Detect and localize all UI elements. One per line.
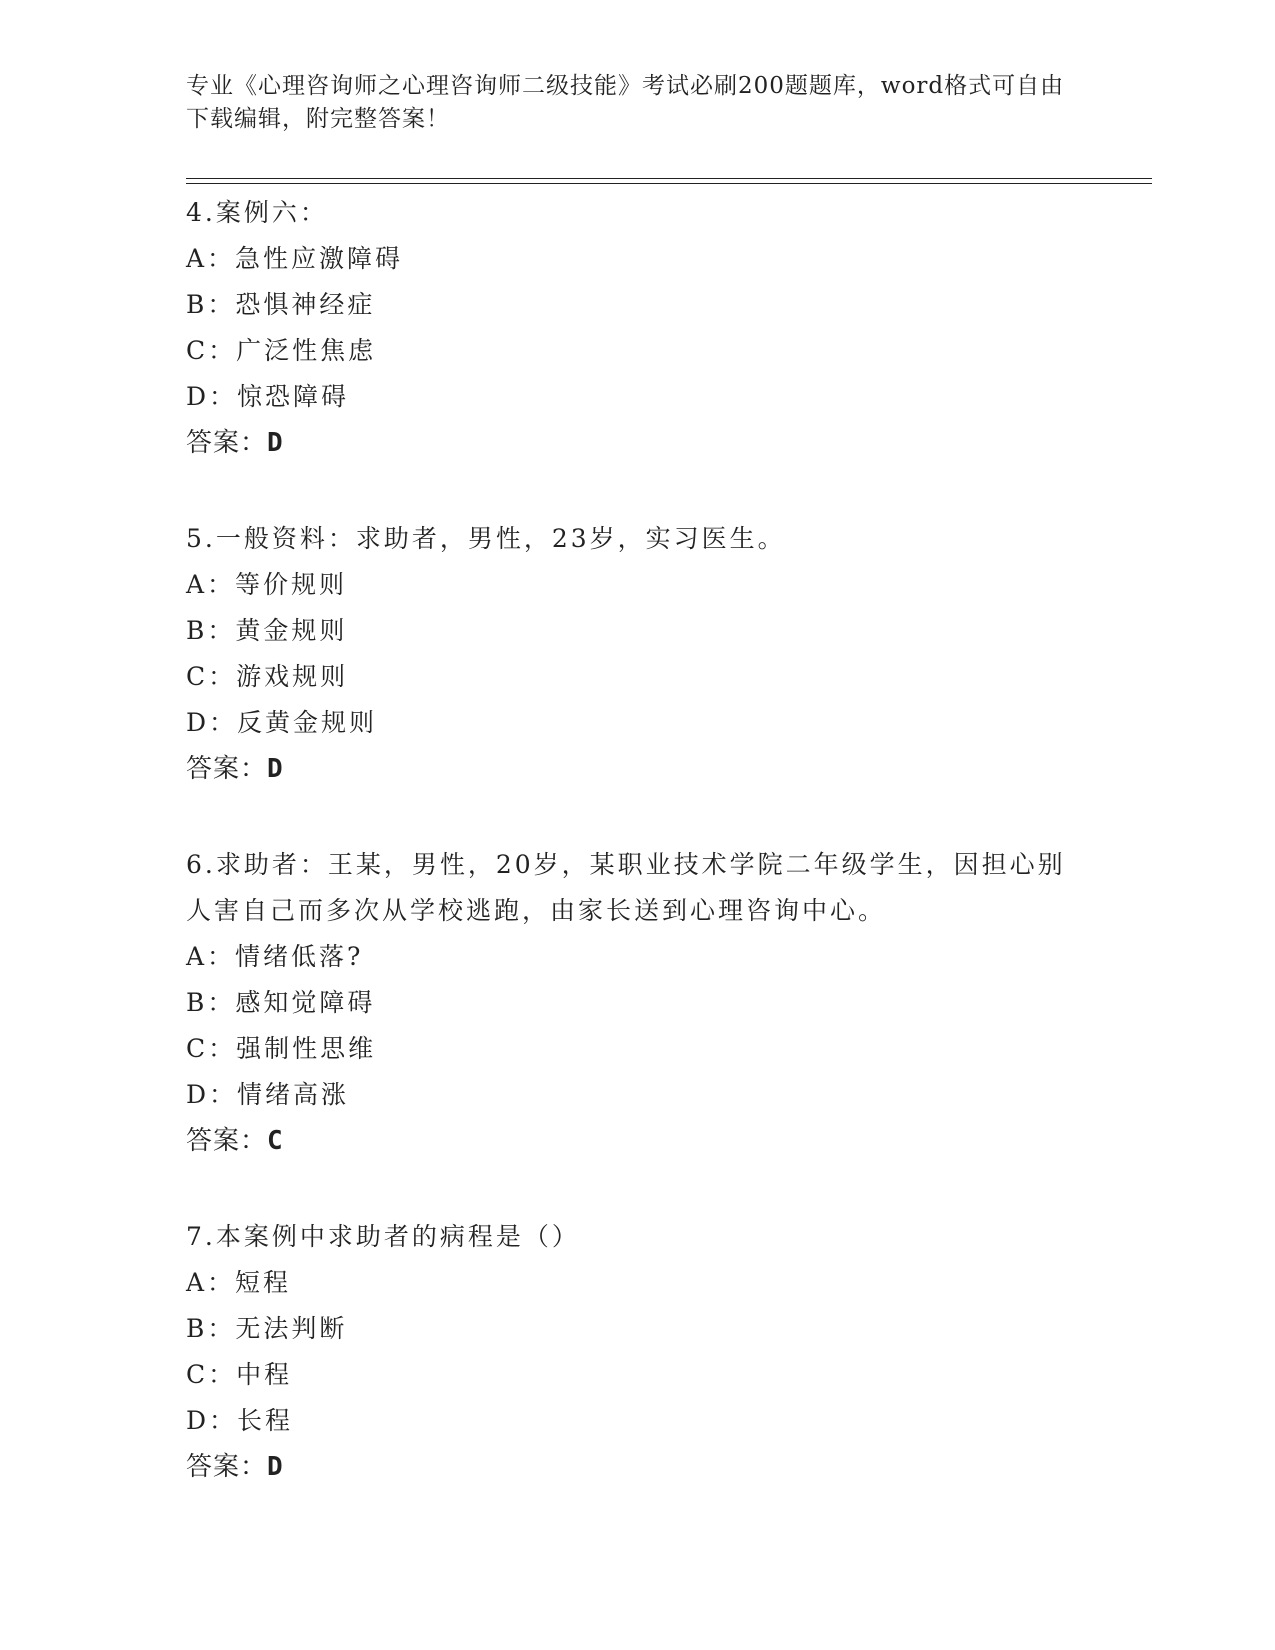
answer-label: 答案： bbox=[186, 1126, 268, 1156]
header-divider-top bbox=[186, 178, 1152, 179]
option-d: D：长程 bbox=[186, 1406, 294, 1435]
answer-value: D bbox=[267, 754, 284, 784]
option-d: D：反黄金规则 bbox=[186, 708, 378, 737]
question-stem: 5.一般资料：求助者，男性，23岁，实习医生。 bbox=[186, 524, 786, 553]
answer-line bbox=[186, 1118, 1086, 1164]
question-item bbox=[186, 1214, 1086, 1490]
question-stem: 4.案例六： bbox=[186, 198, 328, 227]
header-divider-bottom bbox=[186, 183, 1152, 184]
answer-label: 答案： bbox=[186, 1452, 268, 1482]
answer-value: D bbox=[267, 1452, 284, 1482]
answer-line bbox=[186, 1444, 1086, 1490]
option-a: A：情绪低落? bbox=[186, 942, 364, 971]
option-c: C：游戏规则 bbox=[186, 662, 349, 691]
option-c: C：强制性思维 bbox=[186, 1034, 377, 1063]
answer-line bbox=[186, 746, 1086, 792]
option-a: A：短程 bbox=[186, 1268, 292, 1297]
option-b: B：恐惧神经症 bbox=[186, 290, 376, 319]
option-c: C：中程 bbox=[186, 1360, 293, 1389]
answer-label: 答案： bbox=[186, 428, 268, 458]
option-b: B：黄金规则 bbox=[186, 616, 348, 645]
question-item bbox=[186, 516, 1086, 792]
question-stem: 7.本案例中求助者的病程是（） bbox=[186, 1222, 580, 1251]
document-header: 专业《心理咨询师之心理咨询师二级技能》考试必刷200题题库，word格式可自由下载编辑，附完整答案！ bbox=[186, 73, 1065, 132]
option-b: B：感知觉障碍 bbox=[186, 988, 376, 1017]
option-a: A：等价规则 bbox=[186, 570, 348, 599]
option-b: B：无法判断 bbox=[186, 1314, 348, 1343]
question-stem: 6.求助者：王某，男性，20岁，某职业技术学院二年级学生，因担心别人害自己而多次从学校逃跑，由家长送到心理咨询中心。 bbox=[186, 850, 1066, 925]
option-a: A：急性应激障碍 bbox=[186, 244, 404, 273]
question-item bbox=[186, 842, 1086, 1164]
answer-value: C bbox=[267, 1126, 284, 1156]
option-c: C：广泛性焦虑 bbox=[186, 336, 377, 365]
question-item bbox=[186, 190, 1086, 466]
question-list bbox=[186, 190, 1086, 1540]
answer-line bbox=[186, 420, 1086, 466]
answer-label: 答案： bbox=[186, 754, 268, 784]
option-d: D：情绪高涨 bbox=[186, 1080, 350, 1109]
option-d: D：惊恐障碍 bbox=[186, 382, 350, 411]
answer-value: D bbox=[267, 428, 284, 458]
